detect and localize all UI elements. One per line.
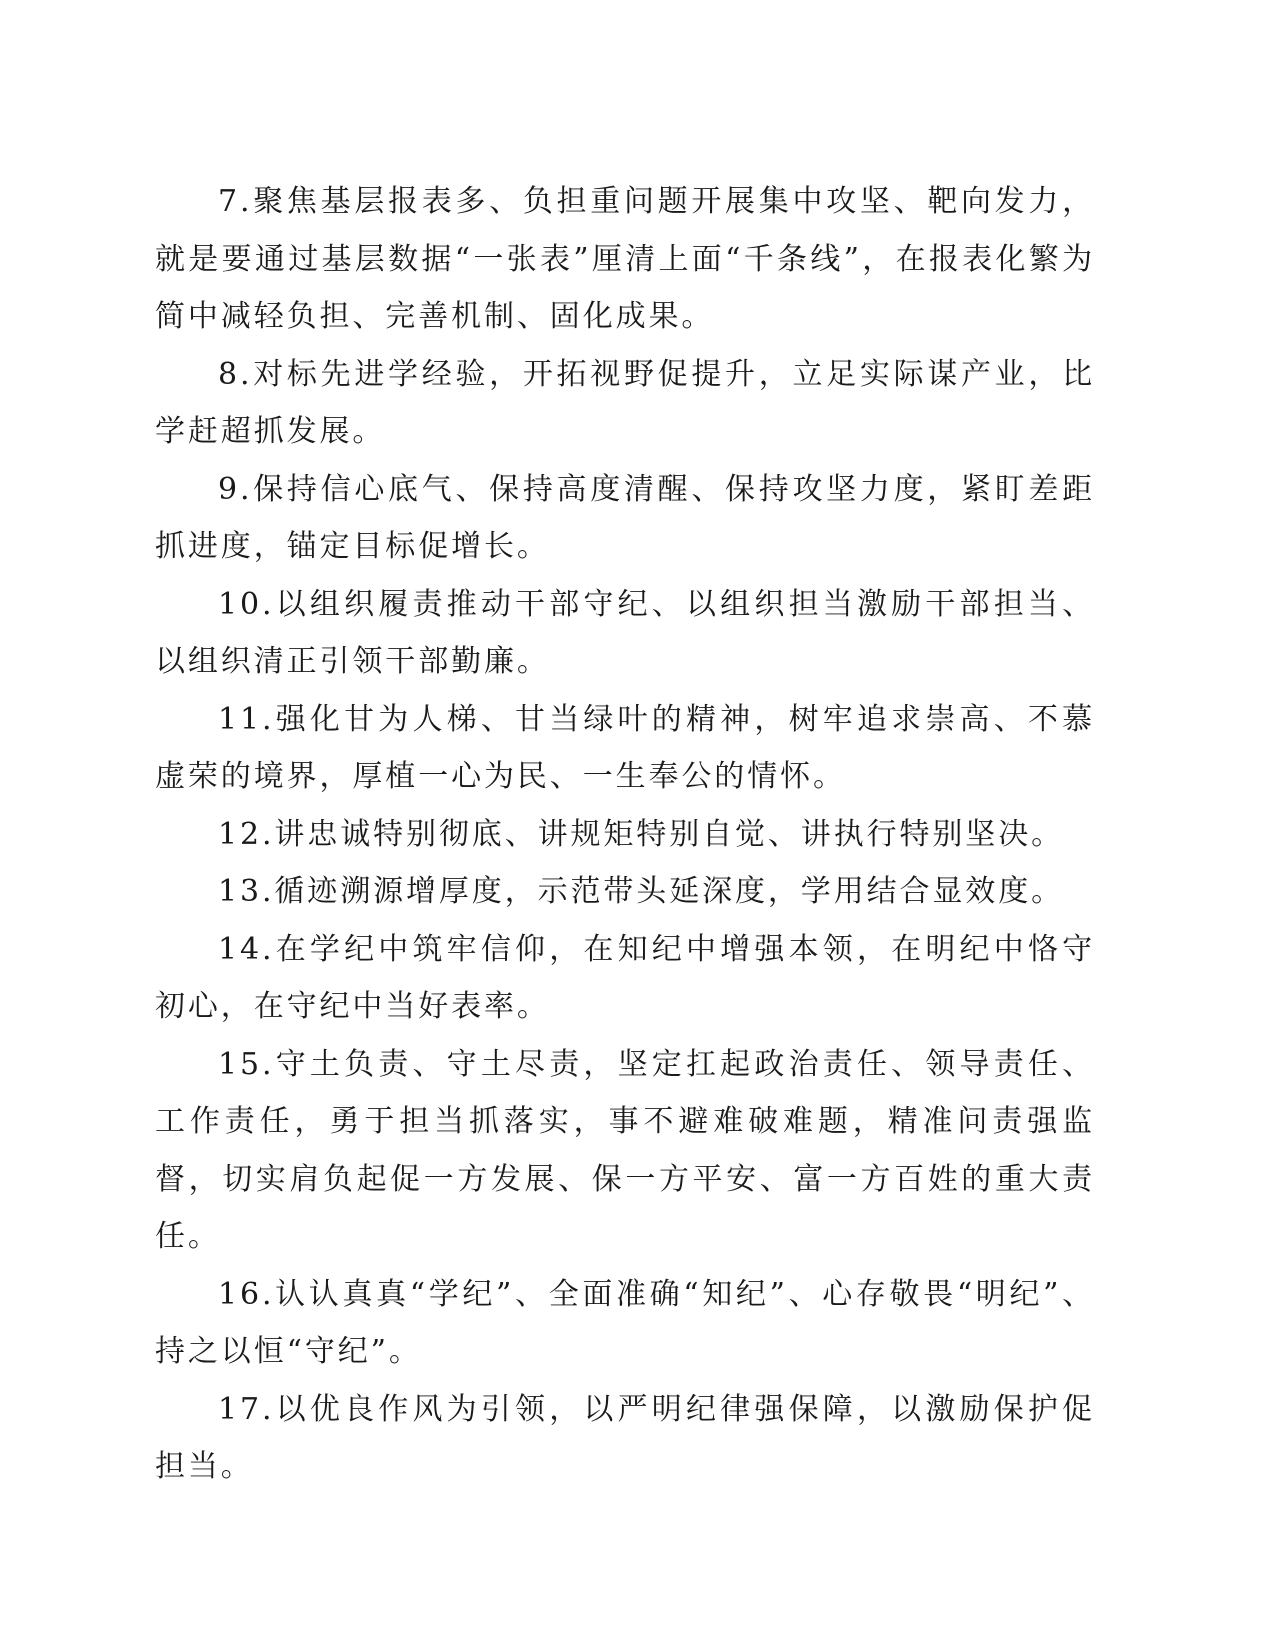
document-body [155,173,1095,1496]
list-item-13: 13.循迹溯源增厚度，示范带头延深度，学用结合显效度。 [218,874,1065,909]
list-item-15: 15.守土负责、守土尽责，坚定扛起政治责任、领导责任、工作责任，勇于担当抓落实，事不避难破难题，精准问责强监督，切实肩负起促一方发展、保一方平安、富一方百姓的重大责任。 [155,1046,1095,1254]
list-item-10: 10.以组织履责推动干部守纪、以组织担当激励干部担当、以组织清正引领干部勤廉。 [155,586,1095,679]
list-item-17: 17.以优良作风为引领，以严明纪律强保障，以激励保护促担当。 [155,1391,1095,1484]
list-item-16: 16.认认真真“学纪”、全面准确“知纪”、心存敬畏“明纪”、持之以恒“守纪”。 [155,1276,1095,1369]
list-item-9: 9.保持信心底气、保持高度清醒、保持攻坚力度，紧盯差距抓进度，锚定目标促增长。 [155,471,1095,564]
list-item-12: 12.讲忠诚特别彻底、讲规矩特别自觉、讲执行特别坚决。 [218,816,1065,852]
list-item-8: 8.对标先进学经验，开拓视野促提升，立足实际谋产业，比学赶超抓发展。 [155,356,1095,449]
list-item-11: 11.强化甘为人梯、甘当绿叶的精神，树牢追求崇高、不慕虚荣的境界，厚植一心为民、一生奉公的情怀。 [155,701,1095,794]
list-item-7: 7.聚焦基层报表多、负担重问题开展集中攻坚、靶向发力，就是要通过基层数据“一张表”厘清上面“千条线”，在报表化繁为简中减轻负担、完善机制、固化成果。 [155,184,1095,334]
list-item-14: 14.在学纪中筑牢信仰，在知纪中增强本领，在明纪中恪守初心，在守纪中当好表率。 [155,931,1095,1024]
